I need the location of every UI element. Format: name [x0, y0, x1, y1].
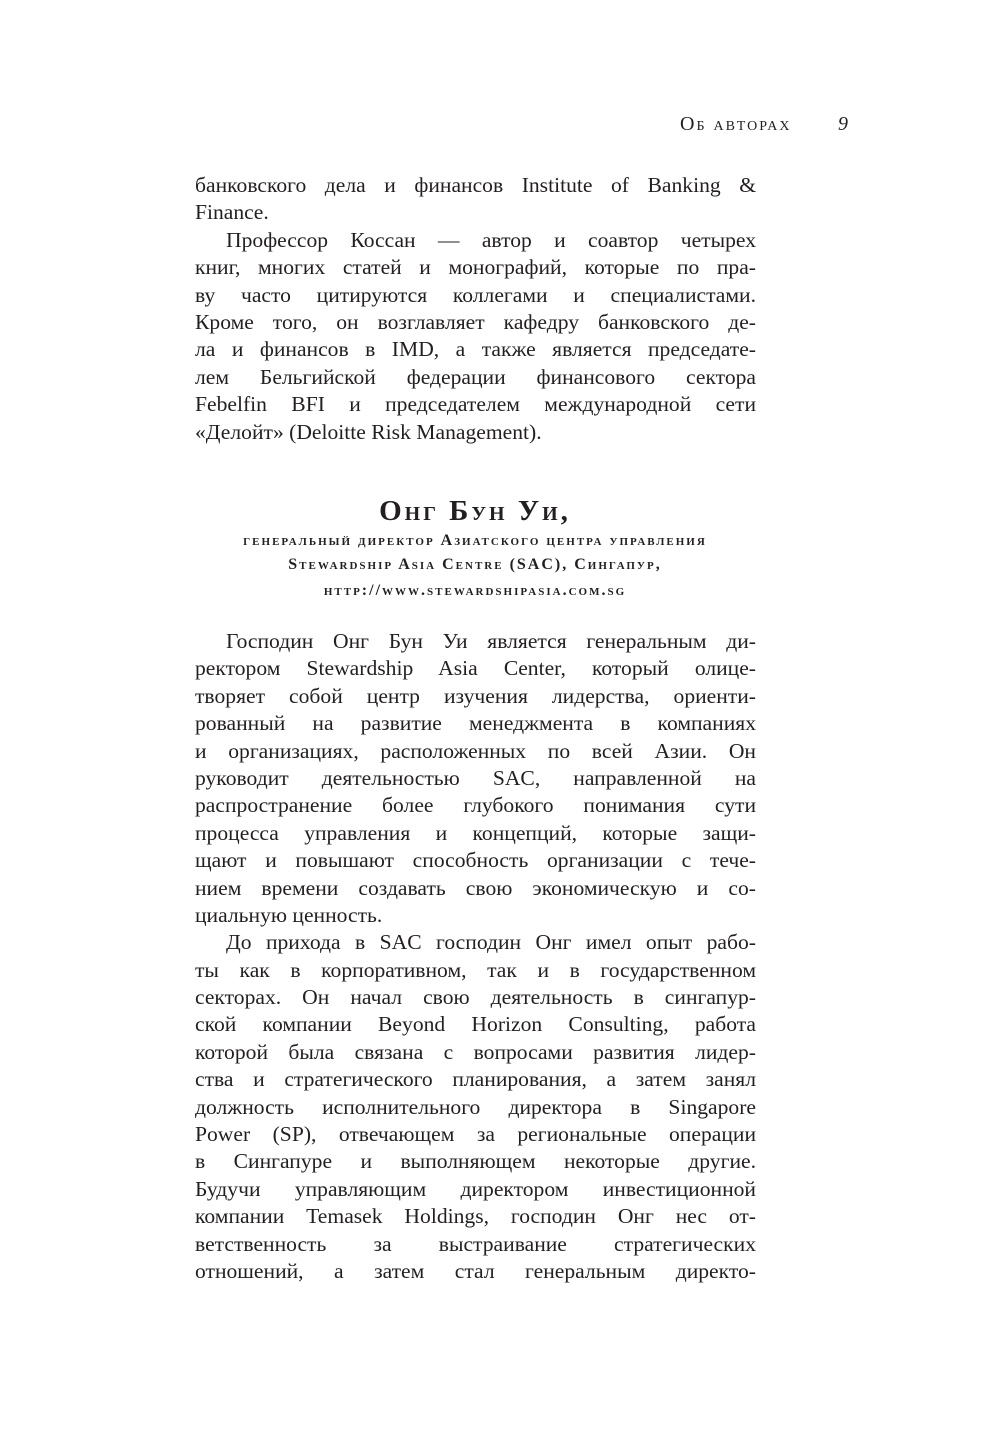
text-line: Febelfin BFI и председателем международной сети [195, 392, 756, 417]
running-head [600, 112, 848, 136]
text-line: ву часто цитируются коллегами и специалистами. [195, 282, 756, 307]
text-line: ской компании Beyond Horizon Consulting, работа [195, 1012, 756, 1037]
text-line: ства и стратегического планирования, а затем занял [195, 1067, 756, 1092]
author-position-line-2: Stewardship Asia Centre (SAC), Сингапур, [288, 556, 662, 573]
text-line: Будучи управляющим директором инвестиционной [195, 1176, 756, 1201]
text-line: отношений, а затем стал генеральным директо- [195, 1258, 756, 1283]
text-line: Finance. [195, 200, 269, 225]
text-line: ректором Stewardship Asia Center, который олице- [195, 656, 756, 681]
text-line: ла и финансов в IMD, а также является председате- [195, 337, 756, 362]
page-number: 9 [838, 113, 848, 135]
text-line: нием времени создавать свою экономическую и со- [195, 875, 756, 900]
text-line: компании Temasek Holdings, господин Онг нес от- [195, 1204, 756, 1229]
text-line: и организациях, расположенных по всей Азии. Он [195, 738, 756, 763]
text-line: процесса управления и концепций, которые защи- [195, 820, 756, 845]
text-line: которой была связана с вопросами развития лидер- [195, 1039, 756, 1064]
text-line: До прихода в SAC господин Онг имел опыт рабо- [226, 930, 756, 955]
text-line: циальную ценность. [195, 902, 383, 927]
text-line: рованный на развитие менеджмента в компаниях [195, 711, 756, 736]
text-line: распространение более глубокого понимания сути [195, 793, 756, 818]
text-line: руководит деятельностью SAC, направленной на [195, 765, 756, 790]
text-line: книг, многих статей и монографий, которые по пра- [195, 255, 756, 280]
text-line: Профессор Коссан — автор и соавтор четырех [226, 227, 756, 252]
text-line: «Делойт» (Deloitte Risk Management). [195, 419, 542, 444]
text-line: ветственность за выстраивание стратегических [195, 1231, 756, 1256]
previous-author-bio-continuation [195, 172, 756, 446]
text-line: щают и повышают способность организации с тече- [195, 848, 756, 873]
author-name-heading: Онг Бун Уи, [379, 495, 571, 527]
author-website-url: http://www.stewardshipasia.com.sg [323, 582, 627, 599]
text-line: банковского дела и финансов Institute of Banking & [195, 173, 756, 197]
author-bio-text [195, 628, 756, 1285]
text-line: творяет собой центр изучения лидерства, ориенти- [195, 683, 756, 708]
author-position-line-1: генеральный директор Азиатского центра управления [243, 532, 707, 549]
text-line: ты как в корпоративном, так и в государственном [195, 957, 756, 982]
text-line: Power (SP), отвечающем за региональные операции [195, 1122, 756, 1147]
text-line: должность исполнительного директора в Singapore [195, 1094, 756, 1119]
text-line: в Сингапуре и выполняющем некоторые другие. [195, 1149, 756, 1174]
running-head-title: Об авторах [680, 113, 792, 135]
text-line: Господин Онг Бун Уи является генеральным ди- [226, 629, 756, 653]
text-line: Кроме того, он возглавляет кафедру банковского де- [195, 309, 756, 334]
text-line: лем Бельгийской федерации финансового сектора [195, 364, 756, 389]
text-line: секторах. Он начал свою деятельность в сингапур- [195, 985, 756, 1010]
